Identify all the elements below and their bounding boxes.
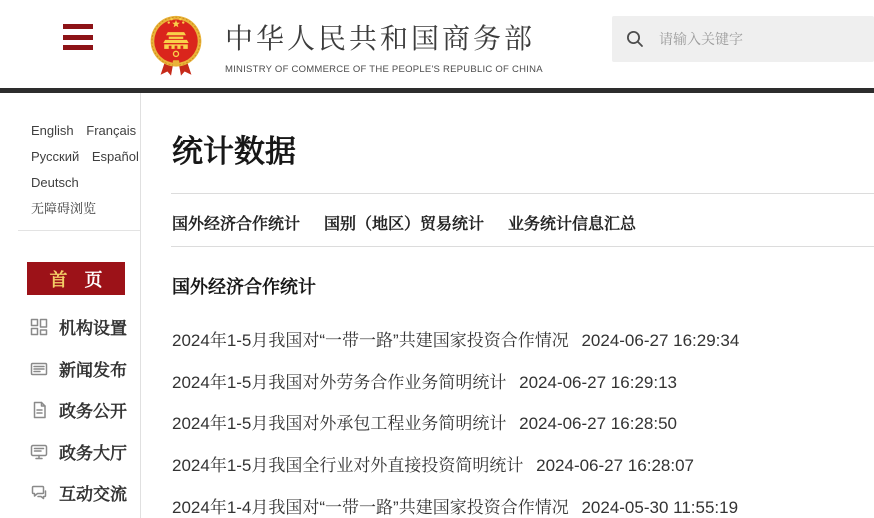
sidebar-item-org-setup[interactable] (30, 314, 127, 339)
article-row (172, 326, 739, 351)
article-link[interactable]: 2024年1-5月我国全行业对外直接投资简明统计 (172, 456, 524, 475)
statistics-tabs (172, 211, 636, 234)
sidebar-item-label: 政务大厅 (59, 444, 127, 463)
hamburger-menu-icon[interactable] (63, 24, 93, 50)
chat-icon (30, 484, 48, 502)
language-row (31, 118, 148, 144)
article-timestamp: 2024-06-27 16:28:50 (519, 414, 677, 433)
sidebar-item-label: 新闻发布 (59, 361, 127, 380)
hamburger-bar (63, 45, 93, 50)
accessibility-link[interactable]: 无障碍浏览 (31, 201, 97, 216)
sidebar-item-gov-disclosure[interactable] (30, 397, 127, 422)
search-box (612, 16, 874, 62)
sidebar-horizontal-divider (18, 230, 140, 231)
sidebar-item-label: 政务公开 (59, 402, 127, 421)
article-row (172, 368, 677, 393)
monitor-icon (30, 443, 48, 461)
document-icon (30, 401, 48, 419)
lang-link-francais[interactable]: Français (86, 123, 137, 138)
site-title-block (225, 17, 543, 75)
page-title: 统计数据 (172, 134, 296, 169)
sidebar-item-news[interactable] (30, 356, 127, 381)
article-timestamp: 2024-05-30 11:55:19 (581, 498, 739, 517)
search-icon[interactable] (626, 30, 644, 48)
tab-business-statistics-summary[interactable]: 业务统计信息汇总 (508, 216, 637, 233)
article-link[interactable]: 2024年1-5月我国对“一带一路”共建国家投资合作情况 (172, 331, 569, 350)
language-row (31, 170, 148, 196)
article-link[interactable]: 2024年1-5月我国对外承包工程业务简明统计 (172, 414, 507, 433)
lang-link-deutsch[interactable]: Deutsch (31, 175, 79, 190)
home-button-label: 页 (84, 269, 103, 290)
header-divider-bar (0, 88, 874, 93)
content-divider (171, 193, 874, 194)
article-timestamp: 2024-06-27 16:28:07 (536, 456, 694, 475)
lang-link-russian[interactable]: Русский (31, 149, 80, 164)
article-row (172, 451, 694, 476)
tab-foreign-economic-cooperation[interactable]: 国外经济合作统计 (172, 216, 301, 233)
article-row (172, 493, 738, 518)
home-button[interactable] (27, 262, 125, 295)
lang-link-english[interactable]: English (31, 123, 74, 138)
language-switcher (31, 118, 148, 222)
national-emblem-logo (147, 8, 205, 78)
hamburger-bar (63, 35, 93, 40)
content-divider (171, 246, 874, 247)
section-title: 国外经济合作统计 (172, 277, 316, 297)
site-subtitle: MINISTRY OF COMMERCE OF THE PEOPLE'S REPUBLIC OF CHINA (225, 64, 543, 75)
article-row (172, 409, 677, 434)
article-link[interactable]: 2024年1-5月我国对外劳务合作业务简明统计 (172, 373, 507, 392)
tab-country-region-trade[interactable]: 国别（地区）贸易统计 (324, 216, 485, 233)
sidebar-item-label: 机构设置 (59, 319, 127, 338)
org-grid-icon (30, 318, 48, 336)
hamburger-bar (63, 24, 93, 29)
home-button-label: 首 (49, 269, 68, 290)
sidebar-item-label: 互动交流 (59, 485, 127, 504)
sidebar-item-service-hall[interactable] (30, 439, 127, 464)
newspaper-icon (30, 360, 48, 378)
sidebar-item-interaction[interactable] (30, 480, 127, 505)
article-timestamp: 2024-06-27 16:29:34 (581, 331, 740, 350)
article-timestamp: 2024-06-27 16:29:13 (519, 373, 677, 392)
search-input[interactable] (657, 30, 871, 48)
article-link[interactable]: 2024年1-4月我国对“一带一路”共建国家投资合作情况 (172, 498, 569, 517)
site-title: 中华人民共和国商务部 (225, 23, 536, 54)
language-row (31, 196, 148, 222)
language-row (31, 144, 148, 170)
lang-link-espanol[interactable]: Español (91, 149, 139, 164)
